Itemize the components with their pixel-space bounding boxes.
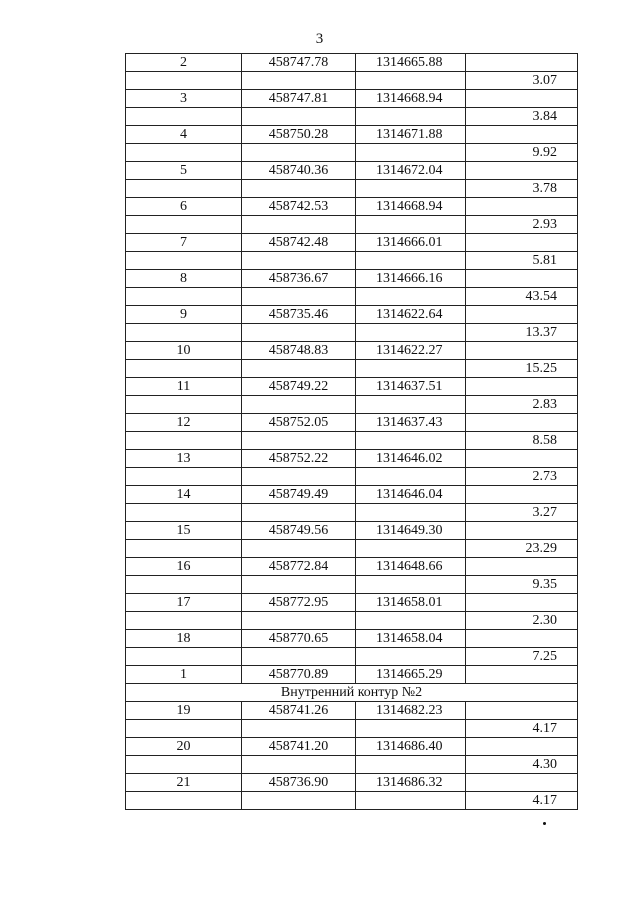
empty-cell xyxy=(126,648,242,666)
y-coordinate: 1314682.23 xyxy=(356,702,466,720)
empty-cell xyxy=(356,432,466,450)
point-number: 8 xyxy=(126,270,242,288)
empty-cell xyxy=(356,468,466,486)
y-coordinate: 1314686.40 xyxy=(356,738,466,756)
empty-cell xyxy=(356,288,466,306)
x-coordinate: 458752.22 xyxy=(242,450,356,468)
section-header-row xyxy=(126,684,578,702)
point-number: 10 xyxy=(126,342,242,360)
empty-cell xyxy=(356,648,466,666)
segment-length: 43.54 xyxy=(466,288,578,306)
distance-row xyxy=(126,756,578,774)
point-number: 1 xyxy=(126,666,242,684)
y-coordinate: 1314672.04 xyxy=(356,162,466,180)
empty-cell xyxy=(356,612,466,630)
distance-empty xyxy=(466,234,578,252)
segment-length: 4.30 xyxy=(466,756,578,774)
empty-cell xyxy=(242,180,356,198)
distance-row xyxy=(126,504,578,522)
empty-cell xyxy=(356,792,466,810)
page-number: 3 xyxy=(315,31,324,47)
distance-row xyxy=(126,720,578,738)
empty-cell xyxy=(356,396,466,414)
empty-cell xyxy=(242,108,356,126)
segment-length: 3.07 xyxy=(466,72,578,90)
point-number: 7 xyxy=(126,234,242,252)
segment-length: 4.17 xyxy=(466,792,578,810)
y-coordinate: 1314665.29 xyxy=(356,666,466,684)
point-number: 5 xyxy=(126,162,242,180)
x-coordinate: 458772.95 xyxy=(242,594,356,612)
distance-row xyxy=(126,612,578,630)
distance-empty xyxy=(466,594,578,612)
empty-cell xyxy=(242,396,356,414)
distance-empty xyxy=(466,378,578,396)
point-row xyxy=(126,594,578,612)
x-coordinate: 458752.05 xyxy=(242,414,356,432)
distance-empty xyxy=(466,702,578,720)
distance-empty xyxy=(466,522,578,540)
point-number: 11 xyxy=(126,378,242,396)
point-row xyxy=(126,306,578,324)
point-row xyxy=(126,378,578,396)
y-coordinate: 1314649.30 xyxy=(356,522,466,540)
point-row xyxy=(126,666,578,684)
empty-cell xyxy=(242,648,356,666)
distance-empty xyxy=(466,126,578,144)
empty-cell xyxy=(242,324,356,342)
x-coordinate: 458749.56 xyxy=(242,522,356,540)
empty-cell xyxy=(126,468,242,486)
empty-cell xyxy=(356,360,466,378)
y-coordinate: 1314666.16 xyxy=(356,270,466,288)
distance-row xyxy=(126,792,578,810)
y-coordinate: 1314658.04 xyxy=(356,630,466,648)
empty-cell xyxy=(356,180,466,198)
distance-row xyxy=(126,108,578,126)
x-coordinate: 458742.48 xyxy=(242,234,356,252)
point-row xyxy=(126,486,578,504)
distance-empty xyxy=(466,162,578,180)
point-number: 20 xyxy=(126,738,242,756)
distance-row xyxy=(126,540,578,558)
distance-row xyxy=(126,324,578,342)
point-row xyxy=(126,270,578,288)
distance-row xyxy=(126,72,578,90)
point-row xyxy=(126,738,578,756)
distance-empty xyxy=(466,666,578,684)
empty-cell xyxy=(356,216,466,234)
empty-cell xyxy=(126,360,242,378)
point-row xyxy=(126,558,578,576)
x-coordinate: 458770.89 xyxy=(242,666,356,684)
point-row xyxy=(126,630,578,648)
segment-length: 2.73 xyxy=(466,468,578,486)
empty-cell xyxy=(356,504,466,522)
point-number: 17 xyxy=(126,594,242,612)
point-number: 2 xyxy=(126,54,242,72)
x-coordinate: 458770.65 xyxy=(242,630,356,648)
distance-empty xyxy=(466,54,578,72)
empty-cell xyxy=(126,504,242,522)
segment-length: 2.93 xyxy=(466,216,578,234)
x-coordinate: 458749.49 xyxy=(242,486,356,504)
y-coordinate: 1314686.32 xyxy=(356,774,466,792)
y-coordinate: 1314668.94 xyxy=(356,90,466,108)
point-row xyxy=(126,342,578,360)
distance-empty xyxy=(466,198,578,216)
point-row xyxy=(126,450,578,468)
empty-cell xyxy=(356,540,466,558)
stray-mark xyxy=(543,822,546,825)
point-row xyxy=(126,702,578,720)
empty-cell xyxy=(126,108,242,126)
y-coordinate: 1314648.66 xyxy=(356,558,466,576)
coordinates-table xyxy=(125,53,578,810)
distance-empty xyxy=(466,738,578,756)
empty-cell xyxy=(126,432,242,450)
segment-length: 3.78 xyxy=(466,180,578,198)
distance-empty xyxy=(466,90,578,108)
distance-empty xyxy=(466,630,578,648)
segment-length: 23.29 xyxy=(466,540,578,558)
y-coordinate: 1314622.27 xyxy=(356,342,466,360)
y-coordinate: 1314666.01 xyxy=(356,234,466,252)
y-coordinate: 1314646.02 xyxy=(356,450,466,468)
segment-length: 2.83 xyxy=(466,396,578,414)
x-coordinate: 458736.67 xyxy=(242,270,356,288)
distance-row xyxy=(126,576,578,594)
empty-cell xyxy=(242,720,356,738)
y-coordinate: 1314637.43 xyxy=(356,414,466,432)
empty-cell xyxy=(242,612,356,630)
empty-cell xyxy=(126,540,242,558)
distance-empty xyxy=(466,486,578,504)
empty-cell xyxy=(356,756,466,774)
y-coordinate: 1314622.64 xyxy=(356,306,466,324)
x-coordinate: 458742.53 xyxy=(242,198,356,216)
empty-cell xyxy=(242,792,356,810)
distance-row xyxy=(126,648,578,666)
empty-cell xyxy=(126,180,242,198)
point-number: 12 xyxy=(126,414,242,432)
distance-empty xyxy=(466,414,578,432)
x-coordinate: 458750.28 xyxy=(242,126,356,144)
empty-cell xyxy=(242,72,356,90)
empty-cell xyxy=(356,720,466,738)
section-title: Внутренний контур №2 xyxy=(126,684,578,702)
x-coordinate: 458772.84 xyxy=(242,558,356,576)
empty-cell xyxy=(356,72,466,90)
segment-length: 4.17 xyxy=(466,720,578,738)
x-coordinate: 458749.22 xyxy=(242,378,356,396)
empty-cell xyxy=(126,612,242,630)
distance-row xyxy=(126,396,578,414)
distance-row xyxy=(126,468,578,486)
x-coordinate: 458748.83 xyxy=(242,342,356,360)
distance-row xyxy=(126,252,578,270)
distance-row xyxy=(126,432,578,450)
segment-length: 13.37 xyxy=(466,324,578,342)
distance-row xyxy=(126,288,578,306)
point-number: 3 xyxy=(126,90,242,108)
empty-cell xyxy=(242,360,356,378)
segment-length: 7.25 xyxy=(466,648,578,666)
point-number: 21 xyxy=(126,774,242,792)
empty-cell xyxy=(356,108,466,126)
segment-length: 8.58 xyxy=(466,432,578,450)
point-number: 16 xyxy=(126,558,242,576)
distance-empty xyxy=(466,558,578,576)
y-coordinate: 1314637.51 xyxy=(356,378,466,396)
x-coordinate: 458741.26 xyxy=(242,702,356,720)
point-number: 18 xyxy=(126,630,242,648)
x-coordinate: 458735.46 xyxy=(242,306,356,324)
y-coordinate: 1314668.94 xyxy=(356,198,466,216)
empty-cell xyxy=(126,792,242,810)
distance-row xyxy=(126,216,578,234)
segment-length: 3.27 xyxy=(466,504,578,522)
point-row xyxy=(126,162,578,180)
point-number: 14 xyxy=(126,486,242,504)
empty-cell xyxy=(356,144,466,162)
distance-empty xyxy=(466,450,578,468)
empty-cell xyxy=(126,144,242,162)
empty-cell xyxy=(242,540,356,558)
point-number: 9 xyxy=(126,306,242,324)
point-number: 15 xyxy=(126,522,242,540)
y-coordinate: 1314665.88 xyxy=(356,54,466,72)
segment-length: 9.92 xyxy=(466,144,578,162)
distance-empty xyxy=(466,306,578,324)
coordinates-table-body xyxy=(126,54,578,810)
distance-empty xyxy=(466,342,578,360)
empty-cell xyxy=(242,576,356,594)
distance-row xyxy=(126,180,578,198)
empty-cell xyxy=(126,324,242,342)
empty-cell xyxy=(242,252,356,270)
empty-cell xyxy=(126,72,242,90)
y-coordinate: 1314671.88 xyxy=(356,126,466,144)
x-coordinate: 458740.36 xyxy=(242,162,356,180)
x-coordinate: 458741.20 xyxy=(242,738,356,756)
point-row xyxy=(126,414,578,432)
point-number: 4 xyxy=(126,126,242,144)
empty-cell xyxy=(126,756,242,774)
x-coordinate: 458747.81 xyxy=(242,90,356,108)
empty-cell xyxy=(126,720,242,738)
point-row xyxy=(126,774,578,792)
empty-cell xyxy=(126,396,242,414)
empty-cell xyxy=(126,288,242,306)
segment-length: 9.35 xyxy=(466,576,578,594)
point-row xyxy=(126,90,578,108)
segment-length: 2.30 xyxy=(466,612,578,630)
distance-empty xyxy=(466,774,578,792)
segment-length: 3.84 xyxy=(466,108,578,126)
empty-cell xyxy=(242,504,356,522)
empty-cell xyxy=(242,468,356,486)
point-row xyxy=(126,522,578,540)
empty-cell xyxy=(242,144,356,162)
empty-cell xyxy=(356,252,466,270)
x-coordinate: 458736.90 xyxy=(242,774,356,792)
empty-cell xyxy=(126,252,242,270)
segment-length: 5.81 xyxy=(466,252,578,270)
empty-cell xyxy=(242,288,356,306)
point-row xyxy=(126,54,578,72)
empty-cell xyxy=(356,576,466,594)
x-coordinate: 458747.78 xyxy=(242,54,356,72)
segment-length: 15.25 xyxy=(466,360,578,378)
empty-cell xyxy=(242,216,356,234)
empty-cell xyxy=(356,324,466,342)
empty-cell xyxy=(126,576,242,594)
point-row xyxy=(126,198,578,216)
distance-empty xyxy=(466,270,578,288)
point-row xyxy=(126,126,578,144)
point-number: 19 xyxy=(126,702,242,720)
empty-cell xyxy=(242,432,356,450)
point-number: 13 xyxy=(126,450,242,468)
distance-row xyxy=(126,360,578,378)
distance-row xyxy=(126,144,578,162)
point-row xyxy=(126,234,578,252)
y-coordinate: 1314658.01 xyxy=(356,594,466,612)
empty-cell xyxy=(126,216,242,234)
y-coordinate: 1314646.04 xyxy=(356,486,466,504)
empty-cell xyxy=(242,756,356,774)
point-number: 6 xyxy=(126,198,242,216)
